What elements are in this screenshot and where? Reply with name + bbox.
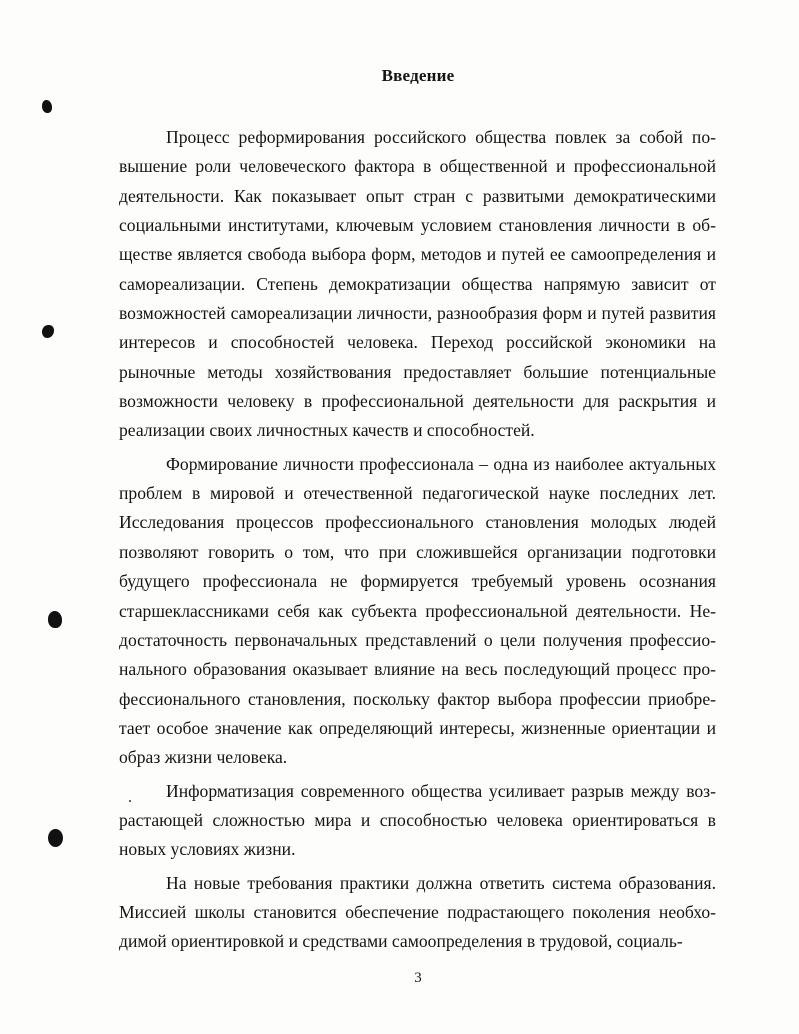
paragraph-2: Формирование личности профессионала – одна из наиболее актуальных проблем в мировой и отечественной педагогической науке последних лет. Исследования процессов профессионального становления молодых людей позволяют говорить о том, что при сложившейся организации подготовки будущего профессионала не формируется требуемый уровень осознания старшеклассниками себя как субъекта профессиональной деятельности. Недостаточность первоначальных представлений о цели получения профессионального образования оказывает влияние на весь последующий процесс профессионального становления, поскольку фактор выбора профессии приобретает особое значение как определяющий интересы, жизненные ориентации и образ жизни человека. [119,453,716,768]
ink-blot [48,829,63,847]
paragraph-3: Информатизация современного общества усиливает разрыв между возрастающей сложностью мира и способностью человека ориентироваться в новых условиях жизни. [119,780,716,860]
ink-blot [48,611,62,628]
page-title: Введение [381,66,455,85]
paragraph-4: На новые требования практики должна ответить система образования. Миссией школы становится обеспечение подрастающего поколения необходимой ориентировкой и средствами самоопределения в трудовой, социаль- [119,872,716,952]
paragraph-1: Процесс реформирования российского общества повлек за собой повышение роли человеческого фактора в общественной и профессиональной деятельности. Как показывает опыт стран с развитыми демократическими социальными институтами, ключевым условием становления личности в обществе является свобода выбора форм, методов и путей ее самоопределения и самореализации. Степень демократизации общества напрямую зависит от возможностей самореализации личности, разнообразия форм и путей развития интересов и способностей человека. Переход российской экономики на рыночные методы хозяйствования предоставляет большие потенциальные возможности человеку в профессиональной деятельности для раскрытия и реализации своих личностных качеств и способностей. [119,127,716,441]
body-text [119,123,716,957]
ink-blot [42,325,54,338]
ink-blot [42,100,52,113]
page-number: 3 [414,970,422,986]
